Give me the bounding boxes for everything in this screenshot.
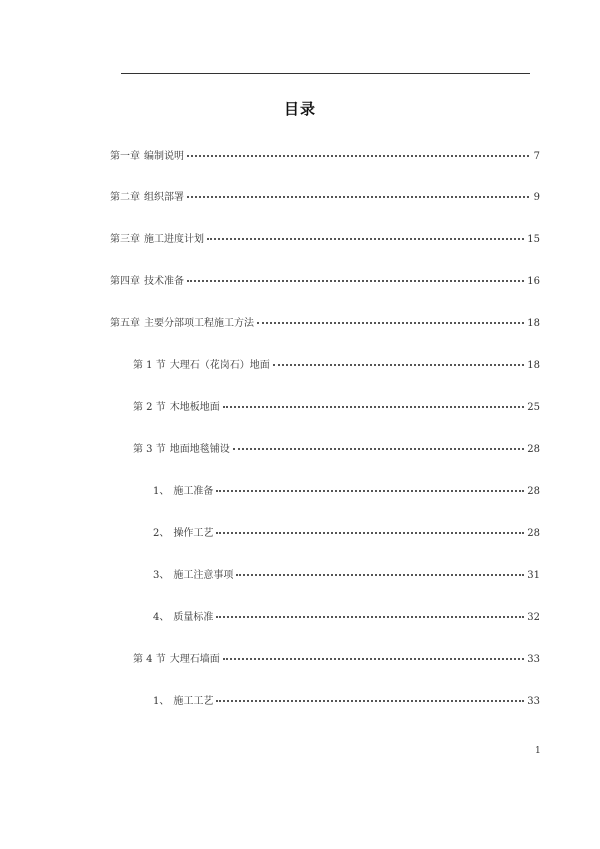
toc-entry[interactable] bbox=[110, 228, 540, 244]
toc-entry[interactable] bbox=[133, 354, 540, 370]
toc-entry-label: 大理石（花岗石）地面 bbox=[169, 360, 270, 371]
toc-leader-dots bbox=[233, 436, 525, 450]
toc-entry-label: 质量标准 bbox=[173, 612, 214, 623]
toc-entry-page: 18 bbox=[527, 360, 540, 371]
toc-entry-number: 第一章 bbox=[110, 151, 140, 162]
toc-entry-number: 第五章 bbox=[110, 318, 140, 329]
toc-entry-number: 第 4 节 bbox=[133, 654, 166, 665]
toc-entry-page: 28 bbox=[527, 444, 540, 455]
toc-entry-label: 施工注意事项 bbox=[173, 570, 234, 581]
toc-leader-dots bbox=[257, 310, 524, 324]
toc-entry-number: 1、 bbox=[153, 696, 170, 707]
toc-entry-label: 技术准备 bbox=[144, 276, 184, 287]
toc-entry-page: 31 bbox=[527, 570, 540, 581]
toc-entry-label: 木地板地面 bbox=[169, 402, 220, 413]
toc-entry-page: 25 bbox=[527, 402, 540, 413]
toc-entry[interactable] bbox=[133, 648, 540, 664]
toc-leader-dots bbox=[187, 268, 524, 282]
toc-entry[interactable] bbox=[153, 564, 540, 580]
toc-entry-number: 1、 bbox=[153, 486, 170, 497]
toc-entry-page: 9 bbox=[533, 192, 540, 203]
toc-entry-label: 操作工艺 bbox=[173, 528, 214, 539]
toc-entry[interactable] bbox=[110, 186, 540, 202]
toc-entry-label: 地面地毯铺设 bbox=[169, 444, 230, 455]
toc-leader-dots bbox=[236, 562, 524, 576]
toc-entry-number: 4、 bbox=[153, 612, 170, 623]
toc-leader-dots bbox=[216, 520, 524, 534]
toc-entry-number: 2、 bbox=[153, 528, 170, 539]
toc-entry[interactable] bbox=[153, 690, 540, 706]
toc-entry-number: 第四章 bbox=[110, 276, 140, 287]
toc-entry-label: 施工进度计划 bbox=[144, 234, 204, 245]
toc-entry-number: 第三章 bbox=[110, 234, 140, 245]
toc-entry-label: 大理石墙面 bbox=[169, 654, 220, 665]
toc-entry-number: 第 3 节 bbox=[133, 444, 166, 455]
toc-entry[interactable] bbox=[110, 145, 540, 161]
page-title: 目录 bbox=[283, 100, 316, 118]
toc-entry-label: 主要分部项工程施工方法 bbox=[144, 318, 254, 329]
toc-leader-dots bbox=[223, 394, 525, 408]
toc-entry-page: 33 bbox=[527, 696, 540, 707]
toc-entry-page: 16 bbox=[527, 276, 540, 287]
toc-entry-label: 施工工艺 bbox=[173, 696, 214, 707]
toc-entry-page: 32 bbox=[527, 612, 540, 623]
toc-entry[interactable] bbox=[110, 270, 540, 286]
toc-entry-label: 组织部署 bbox=[144, 192, 184, 203]
toc-entry-page: 33 bbox=[527, 654, 540, 665]
toc-leader-dots bbox=[187, 143, 529, 157]
page-number: 1 bbox=[535, 746, 541, 756]
header-rule bbox=[121, 73, 530, 74]
toc-leader-dots bbox=[216, 604, 524, 618]
toc-leader-dots bbox=[216, 478, 524, 492]
toc-leader-dots bbox=[216, 688, 524, 702]
toc-entry-number: 3、 bbox=[153, 570, 170, 581]
toc-leader-dots bbox=[273, 352, 525, 366]
toc-entry-page: 18 bbox=[527, 318, 540, 329]
toc-entry[interactable] bbox=[153, 606, 540, 622]
toc-leader-dots bbox=[187, 184, 529, 198]
toc-entry[interactable] bbox=[153, 480, 540, 496]
toc-entry-page: 15 bbox=[527, 234, 540, 245]
toc-entry-page: 28 bbox=[527, 486, 540, 497]
toc-entry[interactable] bbox=[110, 312, 540, 328]
toc-entry-page: 7 bbox=[533, 151, 540, 162]
toc-leader-dots bbox=[223, 646, 525, 660]
toc-entry[interactable] bbox=[153, 522, 540, 538]
toc-entry[interactable] bbox=[133, 396, 540, 412]
toc-entry-number: 第 2 节 bbox=[133, 402, 166, 413]
toc-entry-label: 编制说明 bbox=[144, 151, 184, 162]
toc-entry-label: 施工准备 bbox=[173, 486, 214, 497]
toc-entry-page: 28 bbox=[527, 528, 540, 539]
toc-entry[interactable] bbox=[133, 438, 540, 454]
toc-entry-number: 第二章 bbox=[110, 192, 140, 203]
toc-leader-dots bbox=[207, 226, 524, 240]
toc-entry-number: 第 1 节 bbox=[133, 360, 166, 371]
